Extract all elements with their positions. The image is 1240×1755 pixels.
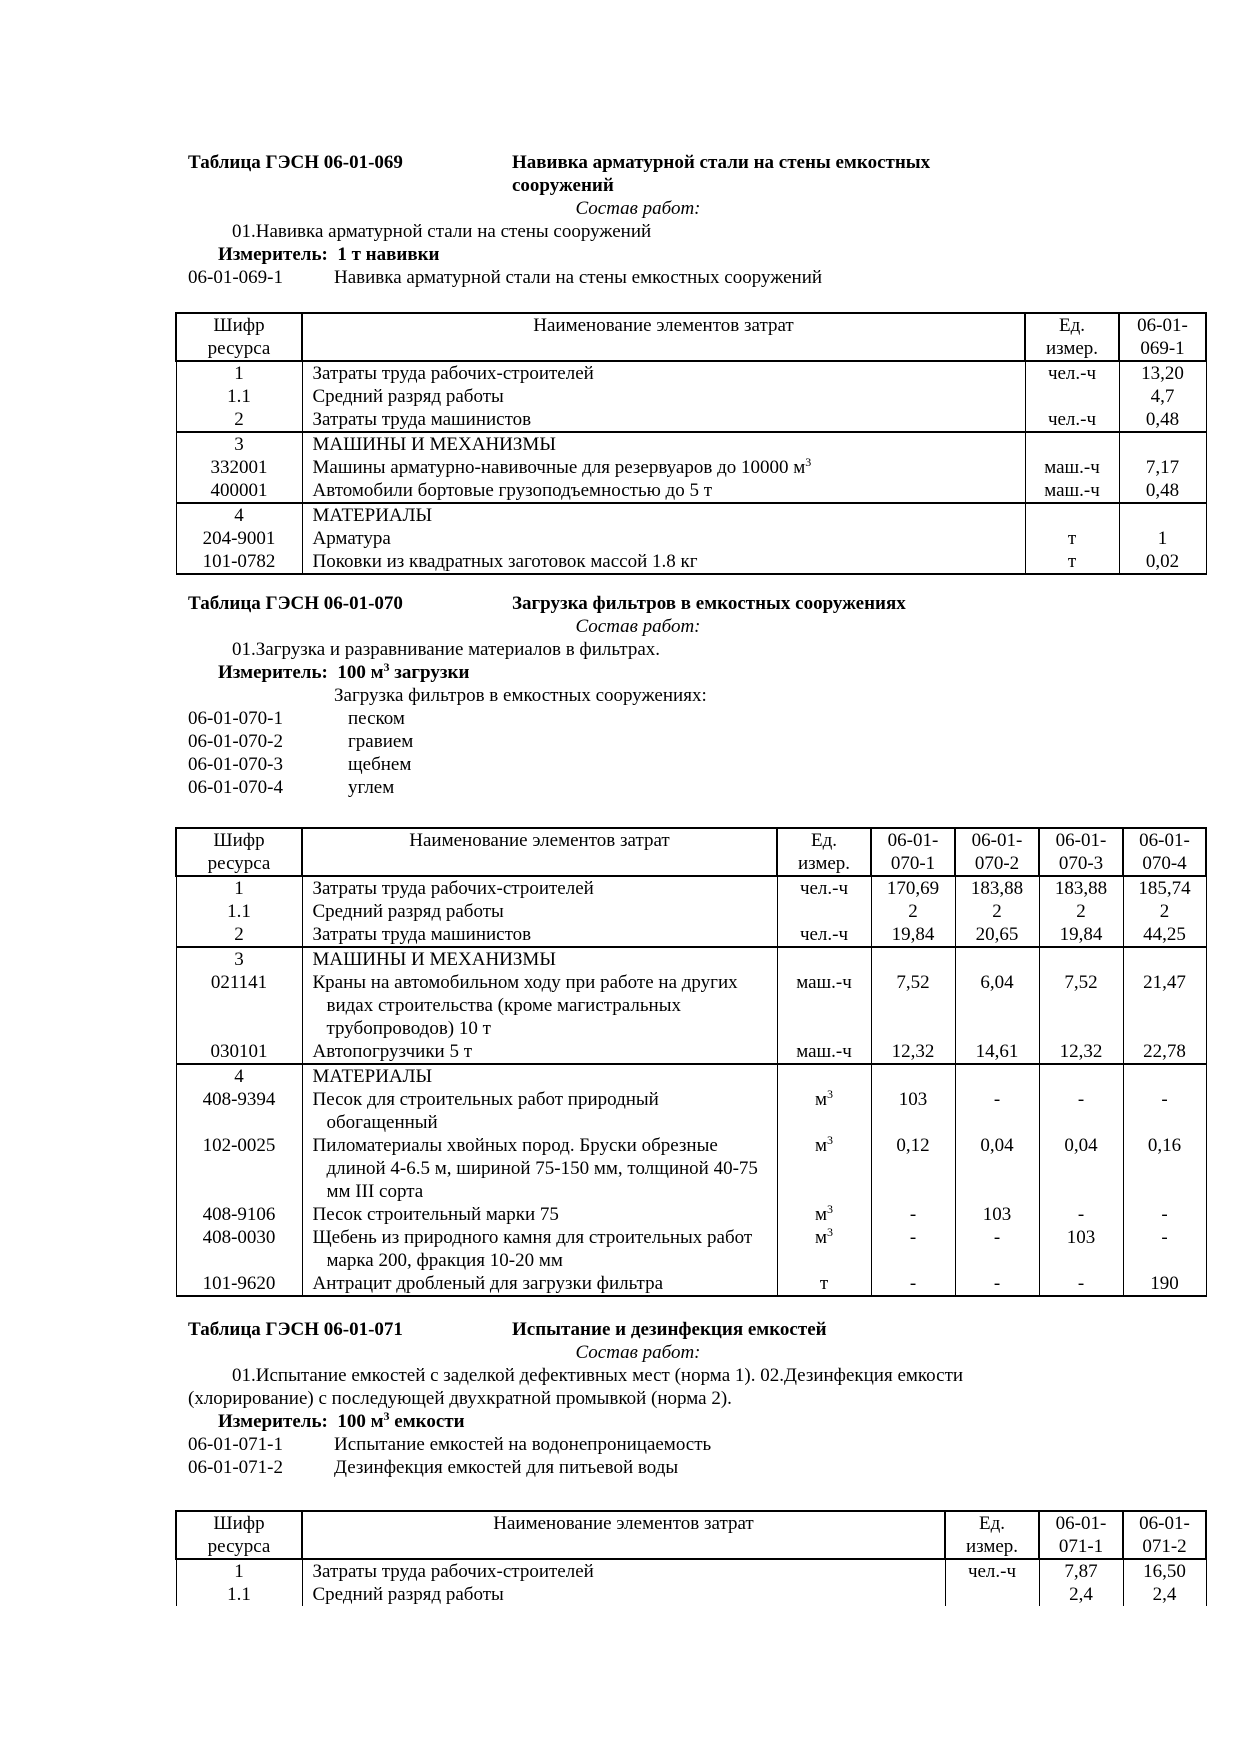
composition-label: Состав работ:	[575, 616, 701, 637]
table-code: Таблица ГЭСН 06-01-069	[188, 152, 403, 173]
table-row: 1 Затраты труда рабочих-строителей чел.-ч 7,87 16,50	[176, 1559, 1206, 1583]
section-06-01-069	[188, 151, 1088, 289]
col-value-2: 06-01- 071-2	[1123, 1511, 1206, 1559]
table-row: 101-0782 Поковки из квадратных заготовок массой 1.8 кг т 0,02	[176, 550, 1206, 574]
table-row: 2 Затраты труда машинистов чел.-ч 0,48	[176, 408, 1206, 432]
table-row: 332001 Машины арматурно-навивочные для резервуаров до 10000 $м^3$ маш.-ч 7,17	[176, 456, 1206, 479]
table-title-cont: сооружений	[512, 175, 614, 196]
table-row: 1.1 Средний разряд работы 4,7	[176, 385, 1206, 408]
table-row-group: 3 МАШИНЫ И МЕХАНИЗМЫ	[176, 947, 1206, 971]
table-row: 408-9394 Песок для строительных работ природный обогащенный $м^3$ 103 - - -	[176, 1088, 1206, 1134]
col-unit: Ед. измер.	[945, 1511, 1039, 1559]
table-row: 101-9620 Антрацит дробленый для загрузки фильтра т - - - 190	[176, 1272, 1206, 1296]
meter-label: Измеритель:	[218, 662, 328, 683]
section-06-01-070	[188, 592, 1088, 799]
list-item: 06-01-070-4 углем	[188, 777, 395, 798]
table-row: 1.1 Средний разряд работы	[176, 900, 1206, 923]
col-value-2: 06-01- 070-2	[955, 828, 1039, 876]
composition-text: 01.Испытание емкостей с заделкой дефективных мест (норма 1). 02.Дезинфекция емкости	[232, 1365, 964, 1386]
list-item: 06-01-071-1 Испытание емкостей на водонепроницаемость	[188, 1434, 712, 1455]
list-item: 06-01-071-2 Дезинфекция емкостей для питьевой воды	[188, 1457, 679, 1478]
table-row: 408-9106 Песок строительный марки 75 $м^3$ - 103 - -	[176, 1203, 1206, 1226]
table-title: Загрузка фильтров в емкостных сооружениях	[512, 593, 906, 614]
composition-text-cont: (хлорирование) с последующей двухкратной промывкой (норма 2).	[188, 1388, 732, 1409]
col-value-3: 06-01- 070-3	[1039, 828, 1123, 876]
list-item: 06-01-070-3 щебнем	[188, 754, 412, 775]
composition-text: 01.Навивка арматурной стали на стены сооружений	[232, 221, 652, 242]
list-item: 06-01-070-1 песком	[188, 708, 405, 729]
table-title: Навивка арматурной стали на стены емкостных	[512, 152, 931, 173]
table-row-group: 4 МАТЕРИАЛЫ	[176, 1064, 1206, 1088]
meter-value: 100 $м^3$ емкости	[337, 1409, 465, 1432]
col-code: Шифр ресурса	[176, 828, 302, 876]
table-header	[176, 1511, 1206, 1559]
composition-text: 01.Загрузка и разравнивание материалов в фильтрах.	[232, 639, 661, 660]
meter-value: 1 т навивки	[337, 244, 440, 265]
col-name: Наименование элементов затрат	[302, 828, 777, 876]
list-intro: Загрузка фильтров в емкостных сооружениях:	[334, 685, 707, 706]
table-row: 1.1 Средний разряд работы 2,4 2,4	[176, 1583, 1206, 1606]
cost-table-070	[175, 827, 1207, 1297]
table-code: Таблица ГЭСН 06-01-070	[188, 593, 403, 614]
cost-table-069	[175, 312, 1207, 575]
col-code: Шифр ресурса	[176, 313, 302, 361]
meter-label: Измеритель:	[218, 244, 328, 265]
col-name: Наименование элементов затрат	[302, 1511, 945, 1559]
table-header	[176, 313, 1206, 361]
col-value: 06-01- 069-1	[1119, 313, 1206, 361]
table-row: 408-0030 Щебень из природного камня для строительных работ марка 200, фракция 10-20 мм $м^3$ - - 103 -	[176, 1226, 1206, 1272]
table-row-group: 4 МАТЕРИАЛЫ	[176, 503, 1206, 527]
table-row: 021141 Краны на автомобильном ходу при работе на других видах строительства (кроме магистральных трубопроводов) 10 т маш.-ч 7,52 6,04 7,52 21,47	[176, 971, 1206, 1040]
item-name: Навивка арматурной стали на стены емкостных сооружений	[334, 267, 823, 288]
col-value-1: 06-01- 070-1	[871, 828, 955, 876]
col-unit: Ед. измер.	[777, 828, 871, 876]
table-header	[176, 828, 1206, 876]
table-code: Таблица ГЭСН 06-01-071	[188, 1319, 403, 1340]
meter-label: Измеритель:	[218, 1411, 328, 1432]
composition-label: Состав работ:	[575, 1342, 701, 1363]
table-title: Испытание и дезинфекция емкостей	[512, 1319, 827, 1340]
table-row: 030101 Автопогрузчики 5 т маш.-ч 12,32 14,61 12,32 22,78	[176, 1040, 1206, 1064]
col-value-4: 06-01- 070-4	[1123, 828, 1206, 876]
item-code: 06-01-069-1	[188, 267, 283, 288]
col-unit: Ед. измер.	[1025, 313, 1119, 361]
table-row: 1 Затраты труда рабочих-строителей чел.-ч 170,69 2 183,88 2 183,88 2 185,74 2	[176, 876, 1206, 900]
col-code: Шифр ресурса	[176, 1511, 302, 1559]
col-value-1: 06-01- 071-1	[1039, 1511, 1123, 1559]
section-06-01-071	[188, 1318, 1148, 1479]
composition-label: Состав работ:	[575, 198, 701, 219]
table-row: 204-9001 Арматура т 1	[176, 527, 1206, 550]
cost-table-071	[175, 1510, 1207, 1606]
col-name: Наименование элементов затрат	[302, 313, 1025, 361]
meter-value: 100 $м^3$ загрузки	[337, 660, 470, 683]
table-row: 1 Затраты труда рабочих-строителей чел.-ч 13,20	[176, 361, 1206, 385]
table-row: 2 Затраты труда машинистов чел.-ч 19,84 20,65 19,84 44,25	[176, 923, 1206, 947]
table-row: 400001 Автомобили бортовые грузоподъемностью до 5 т маш.-ч 0,48	[176, 479, 1206, 503]
table-row: 102-0025 Пиломатериалы хвойных пород. Бруски обрезные длиной 4-6.5 м, шириной 75-150 мм, толщиной 40-75 мм III сорта $м^3$ 0,12 0,04 0,04 0,16	[176, 1134, 1206, 1203]
list-item: 06-01-070-2 гравием	[188, 731, 414, 752]
table-row-group: 3 МАШИНЫ И МЕХАНИЗМЫ	[176, 432, 1206, 456]
